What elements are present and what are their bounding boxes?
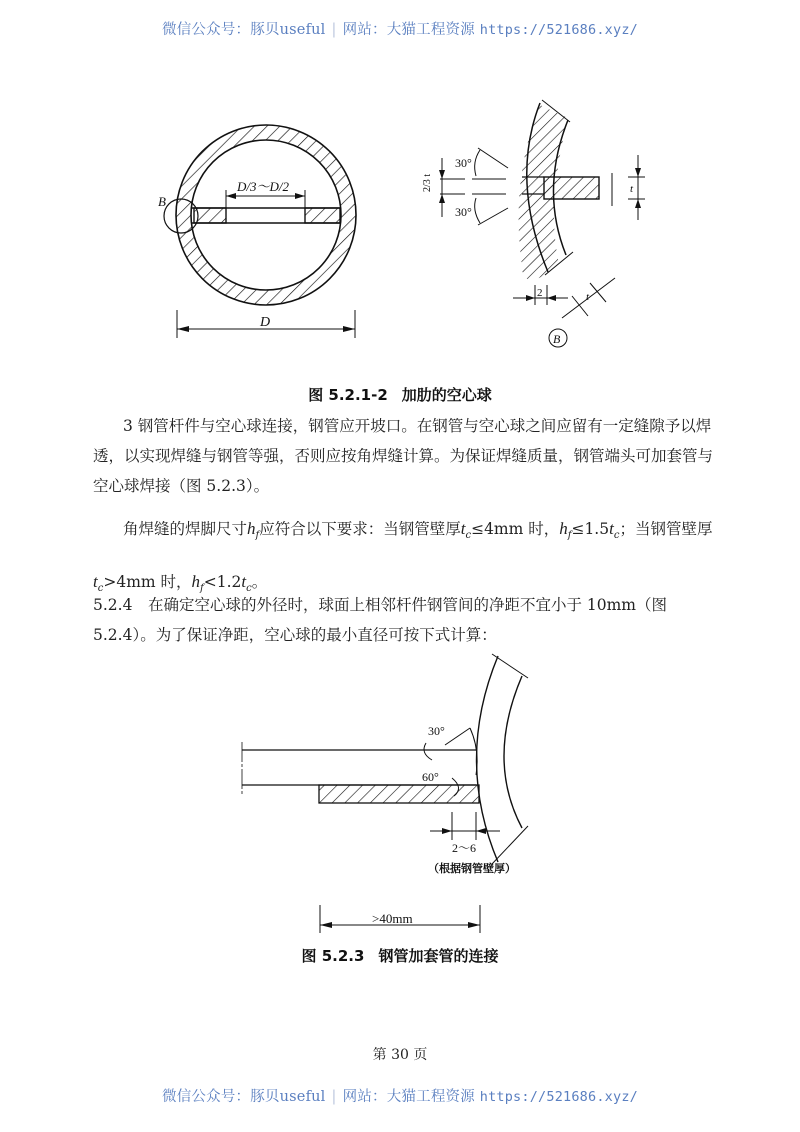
text-run: 角焊缝的焊脚尺寸 [123,520,248,538]
text-run: <1.2 [203,573,242,592]
text-run: 应符合以下要求：当钢管壁厚 [259,520,461,538]
caption-number: 图 5.2.1-2 [308,386,388,404]
sub-f: f [255,530,260,542]
caption-title: 钢管加套管的连接 [378,947,499,965]
var-h: h [247,519,256,538]
sub-f: f [200,583,204,595]
site-url-link[interactable]: https://521686.xyz/ [479,22,638,38]
var-t: t [460,519,466,538]
figure-ribbed-ball-section [150,90,390,350]
separator: | [331,1089,337,1105]
text-run: ；当钢管壁厚 [619,520,713,538]
text-run: ≤4mm 时， [471,520,560,538]
angle-bottom-label: 30° [455,205,472,219]
sub-c: c [613,530,620,542]
site-label: 网站：大猫工程资源 [342,1089,475,1105]
detail-b-label: B [553,332,561,346]
watermark-header [0,18,800,39]
diameter-label: D [260,315,271,330]
bevel-angle-30: 30° [428,724,445,738]
separator: | [331,22,337,38]
figure-sleeved-tube-connection [230,650,550,890]
var-t: t [93,572,98,592]
var-t: t [609,519,614,538]
bevel-angle-60: 60° [422,770,439,784]
figure-detail-b-weld [410,90,660,360]
detail-b-marker: B [158,194,166,209]
gap-width-label: 2 [537,287,543,299]
caption-number: 图 5.2.3 [301,947,365,965]
angle-top-label: 30° [455,156,472,170]
figure-caption-5-2-1-2 [0,384,800,405]
figure-caption-5-2-3 [0,945,800,966]
shell-thickness-label: t [586,291,590,303]
sub-c: c [97,583,104,595]
gap-note: （根据钢管壁厚） [428,862,516,875]
wechat-label: 微信公众号：豚贝useful [162,1089,326,1105]
var-h: h [559,519,568,538]
paragraph-5-2-4: 5.2.4 在确定空心球的外径时，球面上相邻杆件钢管间的净距不宜小于 10mm（图 5.2.4）。为了保证净距，空心球的最小直径可按下式计算： [93,596,667,644]
gap-range-label: 2～6 [452,841,477,855]
text-run: >4mm 时， [103,573,192,592]
sub-c: c [246,583,252,595]
text-run: ≤1.5 [571,520,610,538]
var-t: t [241,572,247,592]
rib-thickness-label: t [630,183,634,195]
sleeve-length-dimension [310,895,490,935]
sleeve-length-label: >40mm [372,911,413,926]
var-h: h [191,572,201,592]
site-url-link[interactable]: https://521686.xyz/ [479,1089,638,1105]
rib-span-label: D/3～D/2 [237,179,290,194]
gap-label: 2/3 t [422,173,433,192]
paragraph-steel-tube-connection: 3 钢管杆件与空心球连接，钢管应开坡口。在钢管与空心球之间应留有一定缝隙予以焊透，以实现焊缝与钢管等强，否则应按角焊缝计算。为保证焊缝质量，钢管端头可加套管与空心球焊接（图 5.2.3）。 [93,417,714,495]
watermark-footer [0,1085,800,1106]
wechat-label: 微信公众号：豚贝useful [162,22,326,38]
sub-c: c [465,530,472,542]
text-run: 。 [251,573,268,592]
site-label: 网站：大猫工程资源 [342,22,475,38]
caption-title: 加肋的空心球 [401,386,492,404]
sub-f: f [567,530,572,542]
page-number: 第 30 页 [372,1047,428,1063]
